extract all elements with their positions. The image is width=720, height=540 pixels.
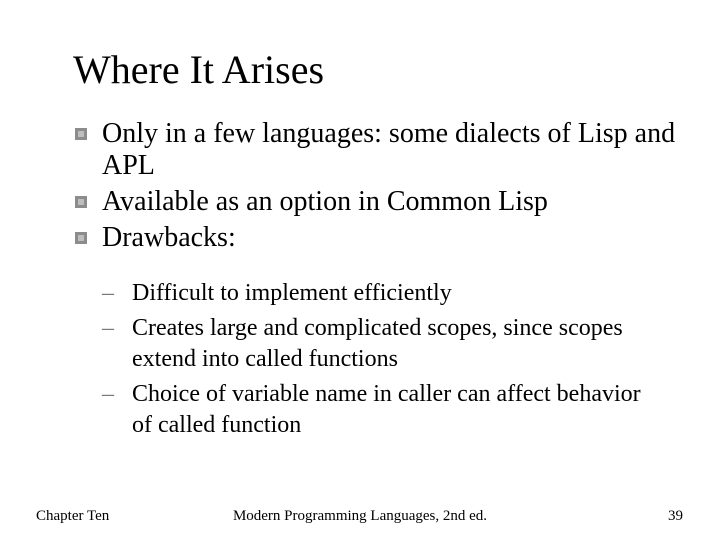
bullet-list (75, 118, 695, 258)
sub-bullet-text: Creates large and complicated scopes, since scopes extend into called functions (132, 315, 623, 372)
footer-page-number: 39 (668, 508, 683, 524)
sub-bullet-list (102, 278, 662, 445)
dash-bullet-icon: – (102, 315, 114, 341)
dash-bullet-icon: – (102, 280, 114, 306)
square-bullet-icon (75, 196, 87, 208)
footer-chapter: Chapter Ten (36, 508, 110, 524)
footer-book-title: Modern Programming Languages, 2nd ed. (232, 508, 488, 524)
bullet-item (75, 118, 695, 182)
sub-bullet-text: Difficult to implement efficiently (132, 280, 452, 306)
sub-bullet-item (102, 278, 662, 309)
dash-bullet-icon: – (102, 381, 114, 407)
square-bullet-icon (75, 232, 87, 244)
bullet-item (75, 186, 695, 218)
bullet-text: Only in a few languages: some dialects of Lisp and APL (102, 118, 676, 181)
sub-bullet-text: Choice of variable name in caller can affect behavior of called function (132, 381, 641, 438)
bullet-text: Drawbacks: (102, 222, 236, 253)
slide-title: Where It Arises (73, 47, 325, 92)
sub-bullet-item (102, 379, 662, 441)
bullet-text: Available as an option in Common Lisp (102, 186, 548, 217)
sub-bullet-item (102, 313, 662, 375)
square-bullet-icon (75, 128, 87, 140)
bullet-item (75, 222, 695, 254)
